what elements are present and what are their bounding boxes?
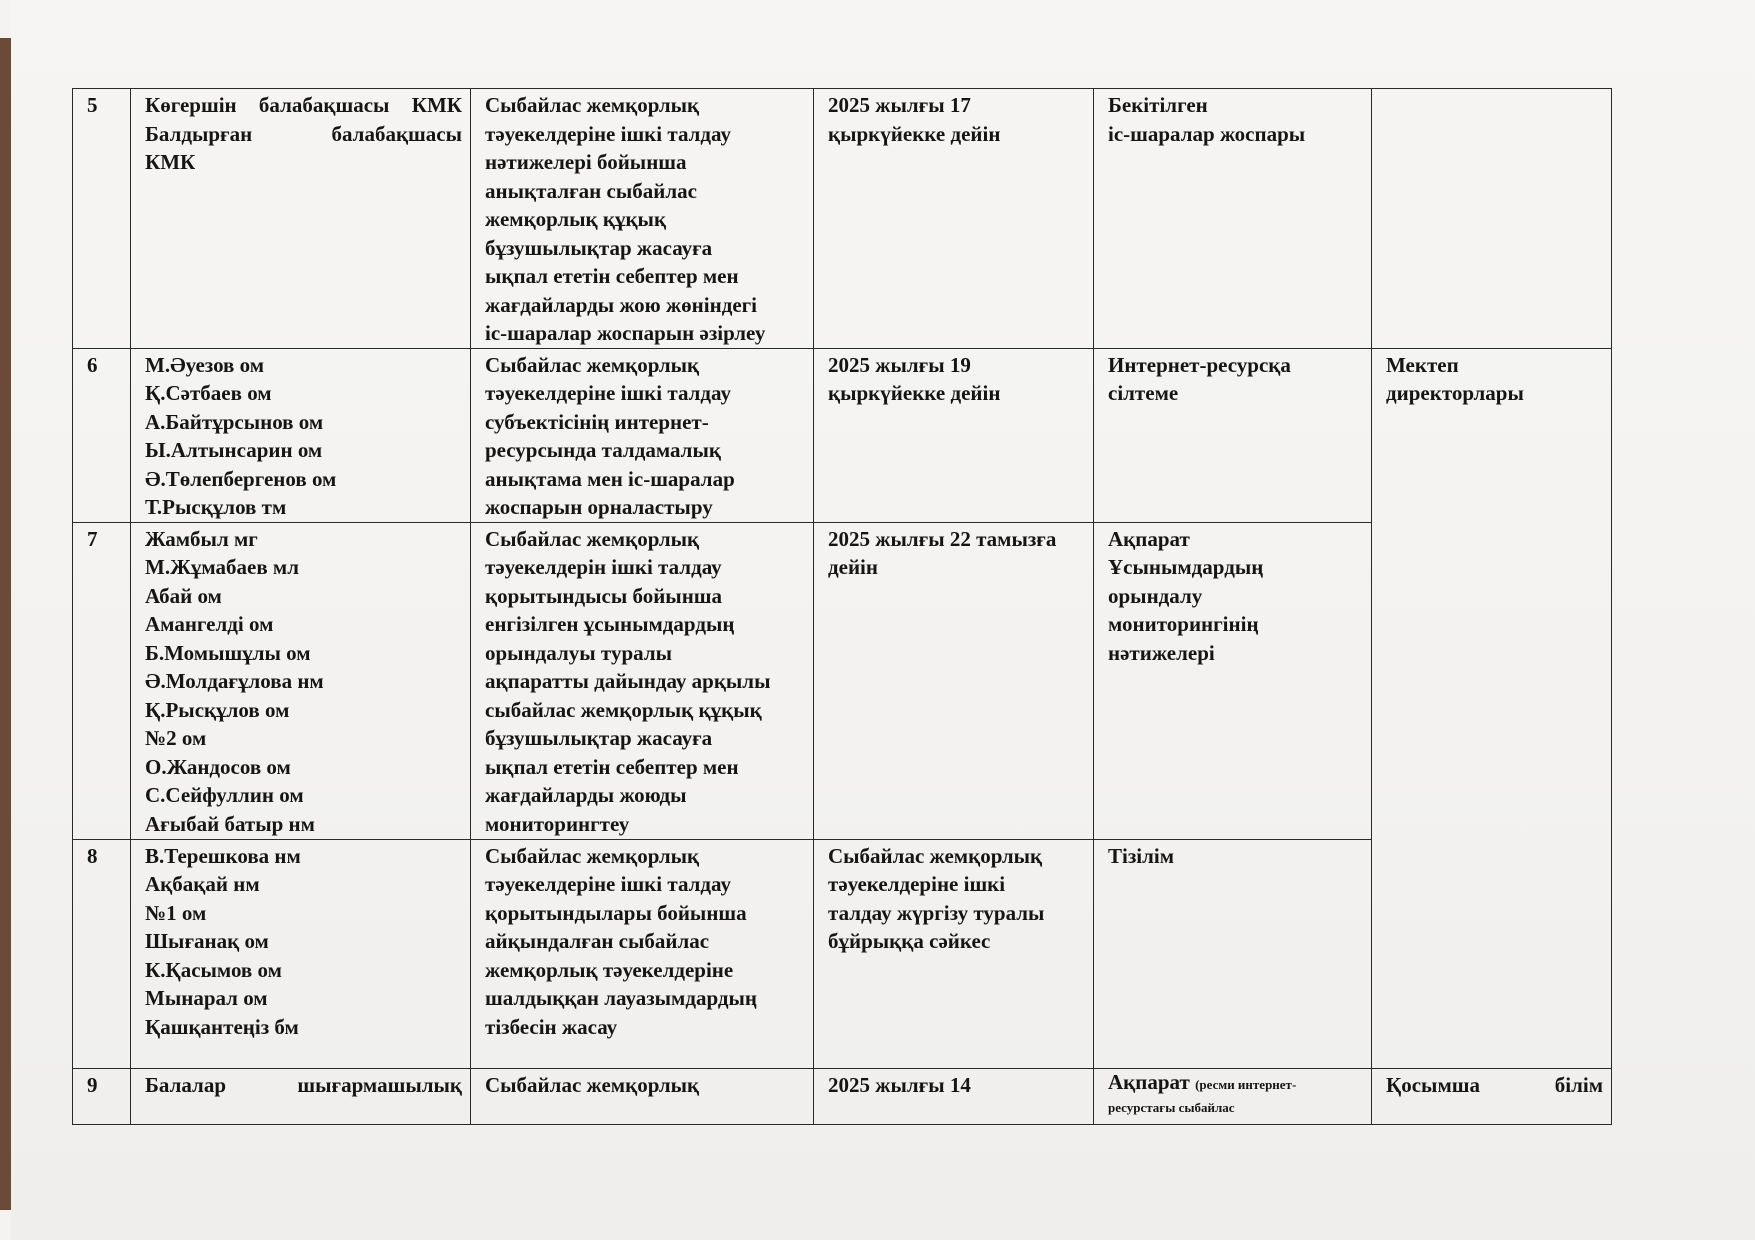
row-number: 9 — [73, 1068, 131, 1124]
organizations-cell: Жамбыл мг М.Жұмабаев мл Абай ом Амангелді ом Б.Момышұлы ом Ә.Молдағұлова нм Қ.Рысқұлов ом №2 ом О.Жандосов ом С.Сейфуллин ом Ағыбай батыр нм — [131, 522, 471, 839]
deadline-cell: 2025 жылғы 22 тамызға дейін — [814, 522, 1094, 839]
organizations-text: Балалар шығармашылық — [145, 1072, 462, 1097]
result-cell: Бекітілген іс-шаралар жоспары — [1094, 89, 1372, 349]
table-row — [73, 89, 1612, 349]
responsible-cell — [1372, 89, 1612, 349]
row-number: 8 — [73, 839, 131, 1068]
responsible-cell: Мектеп директорлары — [1372, 348, 1612, 1068]
organizations-cell: М.Әуезов ом Қ.Сәтбаев ом А.Байтұрсынов ом Ы.Алтынсарин ом Ә.Төлепбергенов ом Т.Рысқұлов тм — [131, 348, 471, 522]
scan-edge — [0, 38, 11, 1210]
result-cell: Интернет-ресурсқа сілтеме — [1094, 348, 1372, 522]
table-row — [73, 1068, 1612, 1124]
organizations-cell — [131, 1068, 471, 1124]
responsible-text: Қосымша білім — [1386, 1072, 1603, 1097]
result-cell — [1094, 1068, 1372, 1124]
responsible-cell — [1372, 1068, 1612, 1124]
organizations-cell: В.Терешкова нм Ақбақай нм №1 ом Шығанақ ом К.Қасымов ом Мынарал ом Қашқантеңіз бм — [131, 839, 471, 1068]
action-cell: Сыбайлас жемқорлық — [471, 1068, 814, 1124]
action-cell: Сыбайлас жемқорлық тәуекелдерін ішкі талдау қорытындысы бойынша енгізілген ұсынымдардың орындалуы туралы ақпаратты дайындау арқылы сыбайлас жемқорлық құқық бұзушылықтар жасауға ықпал ететін себептер мен жағдайларды жоюды мониторингтеу — [471, 522, 814, 839]
row-number: 5 — [73, 89, 131, 349]
deadline-cell: 2025 жылғы 19 қыркүйекке дейін — [814, 348, 1094, 522]
action-cell: Сыбайлас жемқорлық тәуекелдеріне ішкі талдау субъектісінің интернет- ресурсында талдамалық анықтама мен іс-шаралар жоспарын орналастыру — [471, 348, 814, 522]
deadline-cell: 2025 жылғы 14 — [814, 1068, 1094, 1124]
organizations-cell — [131, 89, 471, 349]
organizations-text: Көгершін балабақшасы КМК Балдырған балабақшасы КМК — [145, 93, 462, 174]
action-cell: Сыбайлас жемқорлық тәуекелдеріне ішкі талдау қорытындылары бойынша айқындалған сыбайлас жемқорлық тәуекелдеріне шалдыққан лауазымдардың тізбесін жасау — [471, 839, 814, 1068]
result-cell: Тізілім — [1094, 839, 1372, 1068]
row-number: 6 — [73, 348, 131, 522]
table-row — [73, 348, 1612, 522]
deadline-cell: Сыбайлас жемқорлық тәуекелдеріне ішкі талдау жүргізу туралы бұйрыққа сәйкес — [814, 839, 1094, 1068]
row-number: 7 — [73, 522, 131, 839]
deadline-cell: 2025 жылғы 17 қыркүйекке дейін — [814, 89, 1094, 349]
result-main-text: Ақпарат — [1108, 1069, 1196, 1094]
result-note-text: (ресми интернет-ресурстағы сыбайлас — [1108, 1076, 1297, 1115]
result-cell: Ақпарат Ұсынымдардың орындалу мониторингінің нәтижелері — [1094, 522, 1372, 839]
action-cell: Сыбайлас жемқорлық тәуекелдеріне ішкі талдау нәтижелері бойынша анықталған сыбайлас жемқорлық құқық бұзушылықтар жасауға ықпал ететін себептер мен жағдайларды жою жөніндегі іс-шаралар жоспарын әзірлеу — [471, 89, 814, 349]
action-plan-table — [72, 88, 1612, 1125]
